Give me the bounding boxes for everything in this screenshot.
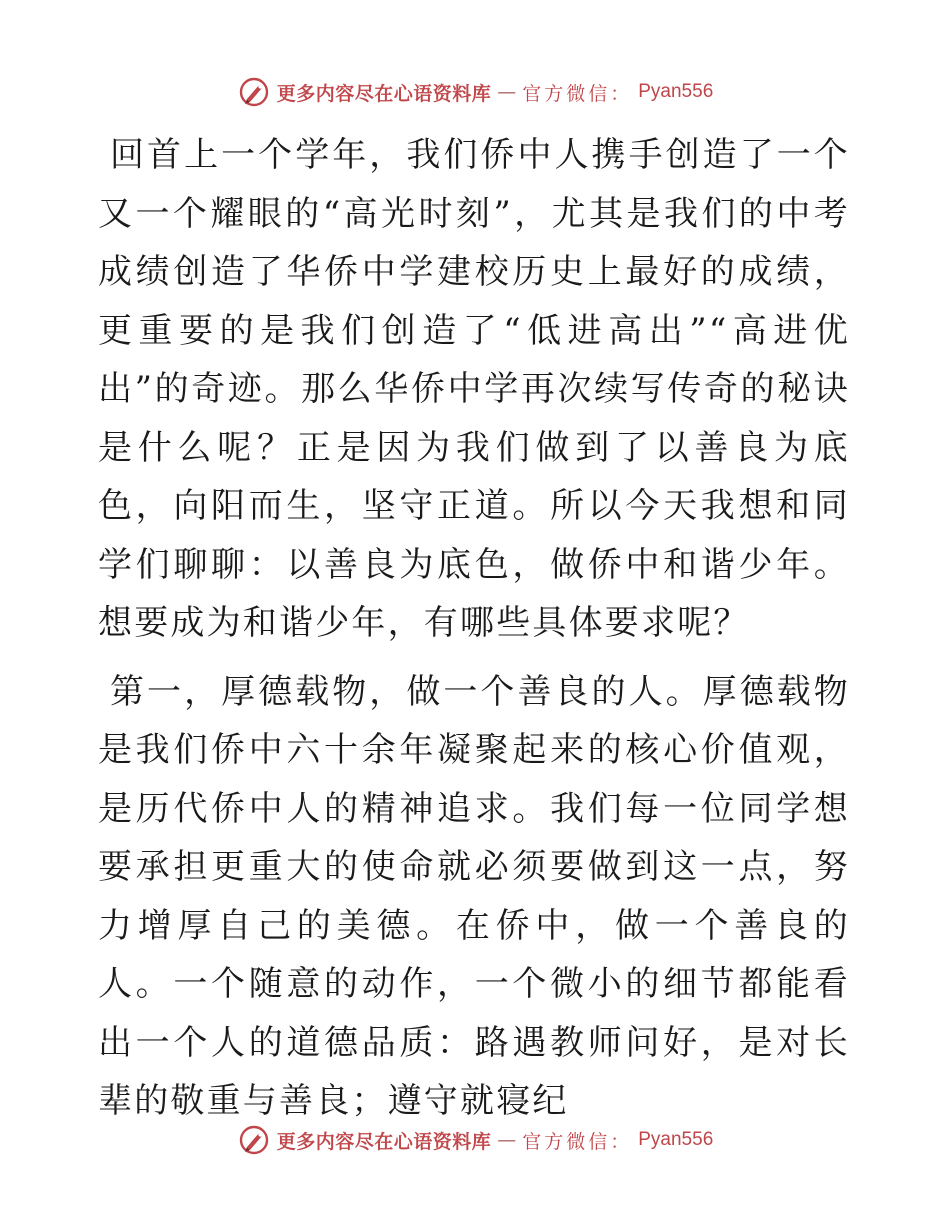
- paragraph-2: 第一，厚德载物，做一个善良的人。厚德载物是我们侨中六十余年凝聚起来的核心价值观，是历代侨中人的精神追求。我们每一位同学想要承担更重大的使命就必须要做到这一点，努力增厚自己的美德。在侨中，做一个善良的人。一个随意的动作，一个微小的细节都能看出一个人的道德品质：路遇教师问好，是对长辈的敬重与善良；遵守就寝纪: [98, 671, 850, 1121]
- body-content: [98, 126, 850, 1131]
- red-pen-logo-icon: [237, 1123, 271, 1157]
- footer-wechat-label: 官方微信：: [522, 1130, 633, 1153]
- header-banner: [0, 72, 950, 112]
- header-main-text: 更多内容尽在心语资料库: [276, 82, 492, 105]
- header-wechat-id: Pyan556: [638, 81, 714, 102]
- footer-main-text: 更多内容尽在心语资料库: [276, 1130, 492, 1153]
- red-pen-logo-icon: [237, 75, 271, 109]
- footer-wechat-id: Pyan556: [638, 1129, 714, 1150]
- footer-separator: —: [497, 1129, 517, 1151]
- footer-banner: [0, 1120, 950, 1160]
- header-separator: —: [497, 81, 517, 103]
- header-wechat-label: 官方微信：: [522, 82, 633, 105]
- paragraph-1: 回首上一个学年，我们侨中人携手创造了一个又一个耀眼的“高光时刻”，尤其是我们的中考成绩创造了华侨中学建校历史上最好的成绩，更重要的是我们创造了“低进高出”“高进优出”的奇迹。那么华侨中学再次续写传奇的秘诀是什么呢？正是因为我们做到了以善良为底色，向阳而生，坚守正道。所以今天我想和同学们聊聊：以善良为底色，做侨中和谐少年。想要成为和谐少年，有哪些具体要求呢？: [98, 135, 850, 643]
